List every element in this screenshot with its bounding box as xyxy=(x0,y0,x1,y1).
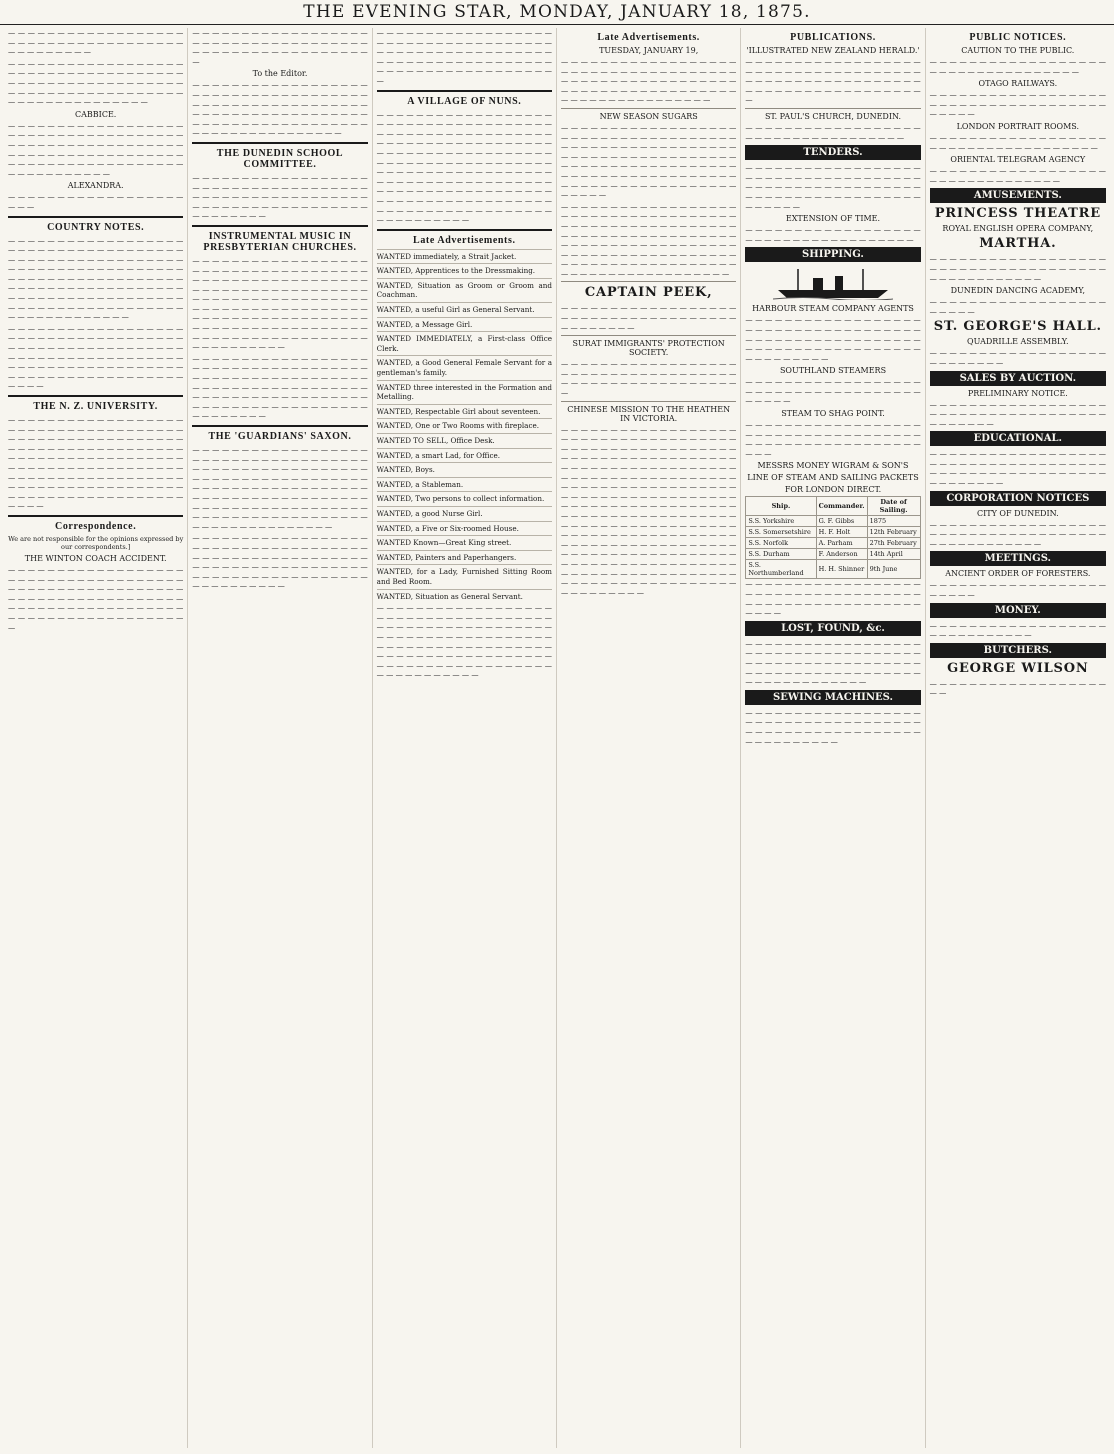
section-heading: HARBOUR STEAM COMPANY AGENTS xyxy=(752,304,914,314)
section-heading: LONDON PORTRAIT ROOMS. xyxy=(956,121,1080,131)
wanted-ad xyxy=(377,535,552,548)
section-heading: THE WINTON COACH ACCIDENT. xyxy=(24,553,167,563)
wanted-ad-text: WANTED, Situation as General Servant. xyxy=(376,591,523,601)
body-text: — — — — — — — — — — — — — — — — — — — — — — — — — — — — — — — — — — — — — — — — — — — — — — — — — — — — — — — — — — — — — — — — — — — — — — — — — — — — — — — — — — — — — — — — — — — — — — — — — — — — xyxy=(192,533,368,591)
wanted-ad-text: WANTED, Apprentices to the Dressmaking. xyxy=(376,266,536,276)
table-row xyxy=(746,516,920,527)
wanted-ad xyxy=(377,278,552,300)
body-text: — — — — — — — — — — — — — — — — — — — — — — — — — — — — — — — — — — — — — — — — — — — — — — — — — — — — — — — — — — — — — — — — — — — — — — — — — — — — — — — — — — — — — — — — — — — — — — — — — — — — — — — — — — — — — — — — — — — — — — — — — — — — — — — — — — — — — — — — — — — — — — — — — — — — — — — — — — — — — xyxy=(8,235,184,322)
body-text: — — — — — — — — — — — — — — — — — — — — — — — — — — — — — — — — — — — — — — — — — xyxy=(929,90,1106,119)
ship-name: S.S. Northumberland xyxy=(746,560,816,579)
sailing-table xyxy=(745,496,920,579)
ship-date: 27th February xyxy=(867,538,920,549)
body-text: — — — — — — — — — — — — — — — — — — — — — — — — — — — — — — — — xyxy=(929,166,1106,185)
table-row xyxy=(746,527,920,538)
section-heading: MARTHA. xyxy=(979,236,1057,252)
divider xyxy=(377,90,552,92)
wanted-ad xyxy=(377,302,552,315)
wanted-ad-text: WANTED TO SELL, Office Desk. xyxy=(376,436,495,445)
wanted-ad xyxy=(377,550,552,563)
divider xyxy=(561,108,736,109)
body-text: — — — — — — — — — — — — — — — — — — — — — xyxy=(8,192,184,211)
wanted-ad xyxy=(377,263,552,276)
section-banner: BUTCHERS. xyxy=(930,643,1106,658)
section-banner: SALES BY AUCTION. xyxy=(930,371,1106,386)
wanted-ad xyxy=(377,355,552,377)
wanted-ad xyxy=(377,317,552,330)
table-row xyxy=(746,538,920,549)
body-text: — — — — — — — — — — — — — — — — — — — — — — — — — — — — — — — — — — — — — — — — — — — — — — — — — — — — — — — — — — — — — — — — — — — — — — — — — — — — — — — — xyxy=(192,172,368,221)
steamship-icon xyxy=(773,266,893,300)
section-heading: To the Editor. xyxy=(252,69,308,79)
ship-commander: H. H. Shinner xyxy=(816,560,867,579)
wanted-ad-text: WANTED Known—Great King street. xyxy=(376,538,512,548)
ship-name: S.S. Yorkshire xyxy=(746,516,816,527)
table-header xyxy=(746,497,920,516)
divider xyxy=(561,281,736,282)
section-banner: AMUSEMENTS. xyxy=(930,188,1106,203)
ship-date: 1875 xyxy=(867,516,920,527)
body-text: — — — — — — — — — — — — — — — — — — — — — — — — — — — — — — — — — — — — — — — — — — — — — — — — — — — — — — — — — — — — — — — — — — — — — — — — — — — — — — — — — — — — — — — — — — — xyxy=(376,28,552,85)
section-heading: CAUTION TO THE PUBLIC. xyxy=(961,46,1075,55)
section-banner: EDUCATIONAL. xyxy=(930,431,1106,446)
section-heading: THE 'GUARDIANS' SAXON. xyxy=(208,431,352,442)
ship-date: 14th April xyxy=(867,549,920,560)
body-text: — — — — — — — — — — — — — — — — — — — — — — — — — — — — — — — — — — — — — — — — — — — — — — — — — — — — — — — xyxy=(560,359,737,398)
ship-name: S.S. Durham xyxy=(746,549,816,560)
wanted-ad xyxy=(377,448,552,461)
section-heading: PUBLIC NOTICES. xyxy=(969,32,1067,43)
body-text: — — — — — — — — — — — — — — — — — — — — — — — — — — — — — — — — — — — — — — — — — — — — — — — — — — — — — — — — — — — — — — — — — — — — — — — — — — — — — — — — — — — — — — — — — — — — — — — — — — — — — — — — — — — — — — — — — — — — — — — — — — — — — — — — — — — — — — — — — — — — — — — — — — — — — — — — — — — — — — — — — — — — — — xyxy=(8,415,184,511)
body-text: — — — — — — — — — — — — — — — — — — — — — — — — — — — — — — — — — — — — — — — — — — — — — — — — — — — — — — — — — — — — — — — — — — — — — — — — — — — — — — — — — — — — — — — — — — — — — — — — — — — — — — — — — — — — — — — — — — — — — — — — — — — — — — — — — — — — — — — — — — — — — — — — — — — — — — — — — — — — — — — — — — — — — — — — — — — — xyxy=(192,255,368,352)
section-heading: LINE OF STEAM AND SAILING PACKETS xyxy=(747,473,919,483)
wanted-ad-text: WANTED, Situation as Groom or Groom and Coachman. xyxy=(376,280,552,300)
section-banner: MONEY. xyxy=(930,603,1106,618)
masthead xyxy=(0,0,1114,25)
section-heading: Correspondence. xyxy=(55,520,137,532)
body-text: — — — — — — — — — — — — — — — — — — — — — — — — — — — — — — — — — — — — — — — — — — — — — — — — — — — — — — — — — — — — — — — — — — — — — — — — — — — — — — — — — — — — — — — — — — — — — — — — — — — — — — — — — — — — — — — — xyxy=(8,323,184,391)
section-heading: ST. GEORGE'S HALL. xyxy=(933,319,1102,335)
section-heading: QUADRILLE ASSEMBLY. xyxy=(967,337,1069,347)
body-text: — — — — — — — — — — — — — — — — — — — — — — — — — — — — — — — — — — — — — — — — — — — — — — — — xyxy=(929,519,1106,548)
wanted-ad-text: WANTED, Boys. xyxy=(376,465,435,475)
divider xyxy=(745,108,920,109)
section-heading: A VILLAGE OF NUNS. xyxy=(407,95,522,107)
section-heading: ROYAL ENGLISH OPERA COMPANY, xyxy=(942,224,1094,234)
wanted-ad xyxy=(377,506,552,519)
body-text: — — — — — — — — — — — — — — — — — — — — — — — — — — — — — — — — — — — — — — — — — — — — — — — — — — — — — — — — — xyxy=(745,420,921,458)
section-heading: FOR LONDON DIRECT. xyxy=(784,485,882,495)
section-heading: EXTENSION OF TIME. xyxy=(785,214,881,224)
section-heading: Late Advertisements. xyxy=(413,234,516,246)
wanted-ad-text: WANTED immediately, a Strait Jacket. xyxy=(376,251,517,261)
section-heading: CABBICE. xyxy=(75,109,117,119)
body-text: — — — — — — — — — — — — — — — — — — — — — — — — — — — — — — — — — — — — xyxy=(929,132,1106,152)
section-heading: CHINESE MISSION TO THE HEATHEN IN VICTORIA. xyxy=(567,404,731,423)
section-heading: ORIENTAL TELEGRAM AGENCY xyxy=(950,155,1086,165)
wanted-ad-text: WANTED, a good Nurse Girl. xyxy=(376,508,483,518)
body-text: — — — — — — — — — — — — — — — — — — — — — — — xyxy=(929,297,1106,316)
divider xyxy=(561,335,736,336)
body-text: — — — — — — — — — — — — — — — — — — — — — — — — — — — — — — — — — — — — — — — — — — — — — — — — — — — — — — — — — — xyxy=(745,579,921,618)
sale-date: TUESDAY, JANUARY 19, xyxy=(599,46,699,55)
section-banner: LOST, FOUND, &c. xyxy=(745,621,920,636)
ship-commander: A. Parham xyxy=(816,538,867,549)
body-text: — — — — — — — — — — — — — — — — — — — — — — — — — — — — — — — — — — — — — — — — — — — — — — — — — — — — — — — — — — — — — — xyxy=(929,449,1106,488)
divider xyxy=(8,216,183,218)
wanted-ad xyxy=(377,404,552,417)
table-head-cell: Commander. xyxy=(816,497,867,516)
body-text: — — — — — — — — — — — — — — — — — — — — — — — — — — — — — — — — — — — — — — — — — — — — — — — — — — — — — — — — — — — — — — — — — — — — — — — — — — — — — — — — — — — — — xyxy=(745,638,921,687)
ship-name: S.S. Norfolk xyxy=(746,538,816,549)
column-2 xyxy=(188,28,372,1448)
divider xyxy=(377,229,552,231)
body-text: — — — — — — — — — — — — — — — — — — — — — — — — — — — — — — — — — — — — — — — — — — — — — — — — — — — — — — — — — — — — — — — — — — — — — — — — — — — — — — — — — — — — — — — xyxy=(8,58,184,107)
section-heading: SURAT IMMIGRANTS' PROTECTION SOCIETY. xyxy=(572,339,725,358)
body-text: — — — — — — — — — — — — — — — — — — — — — — — — — — xyxy=(929,348,1106,367)
divider xyxy=(192,425,367,427)
body-text: — — — — — — — — — — — — — — — — — — — — — — — — — — — — — — — — — — — — — — — — — — — — — — — — — — — — — — — — — — — — — — — — — — — — — — — — — — — — — — — — — — — — — — — — — — — — — — — — — — — — — xyxy=(8,120,184,178)
wanted-ad xyxy=(377,477,552,490)
body-text: — — — — — — — — — — — — — — — — — — — — — — — — — — — — — — — — — — — — xyxy=(745,225,921,244)
body-text: — — — — — — — — — — — — — — — — — — — — — — — — — — — — — — — — — — — — — — — — — — — — — — — — — — — — — — — — — — — — — — — — — — — — — — — — — — — — — — — — — — — — — — — — — — — — — — — — — — — — — — — — — — — — — — — — — — — — — — — — — — — — — — — — — — — — — — — — — — — — — — — — — — — — — — — — — — — — — — — xyxy=(192,445,368,531)
body-text: — — — — — — — — — — — — — — — — — — — — — — — — — — — — — — — — — — xyxy=(929,57,1106,76)
body-text: — — — — — — — — — — — — — — — — — — — — — — — — — — — — — — — — — — — xyxy=(745,122,921,142)
column-3 xyxy=(373,28,557,1448)
wanted-ad-text: WANTED, One or Two Rooms with fireplace. xyxy=(376,421,540,431)
column-5 xyxy=(741,28,925,1448)
divider xyxy=(561,401,736,402)
body-text: — — — — — — — — — — — — — — — — — — — — — — — — — — — — — — — — — — — — — — — — — — — — — — — — — — — — — — — — — — — — — — — — — — — — — — — — — — — — — — — — — — — — — — — — xyxy=(560,57,737,105)
ship-name: S.S. Somersetshire xyxy=(746,527,816,538)
divider xyxy=(192,225,367,227)
body-text: — — — — — — — — — — — — — — — — — — — — — — — — — — — — — xyxy=(929,620,1106,640)
body-text: — — — — — — — — — — — — — — — — — — — — — — — — — — — — — — — — — — — — — — — — — — — — — — — — — — — — — — — — — — — — — — — — — — — — — — — — — — — — — — — — — — — — — — — — — — — — — — — — — — — — — — — — — — — — — — — — — — — — — — — — — — — — — — — — — — — — — — — — — — — — — — — — — — — — — — — — — — — — — — — — — — — — — — — — — — — — — — — — — — — — — — — — — — — — — — — — — — — — — — — — — — — — — — — — xyxy=(376,109,552,225)
divider xyxy=(8,515,183,517)
section-heading: CAPTAIN PEEK, xyxy=(584,285,713,301)
section-heading: SOUTHLAND STEAMERS xyxy=(779,366,887,376)
section-heading: PUBLICATIONS. xyxy=(790,32,876,43)
wanted-ad-text: WANTED, a Good General Female Servant for a gentleman's family. xyxy=(376,358,552,378)
wanted-ad xyxy=(377,418,552,431)
body-text: — — — — — — — — — — — — — — — — — — — — — — — — — — — — — — — — — — — — — — — — — — — — — — — — — — — — — — — — — — — — — — — — — — — — — — — — — — — — — — — — — — — — — — — — — — — — — — — — — — — — — — — — — — — — — — — — — — — — — — — — — — — — — — — — — — — — — — — — — — — — — — — — xyxy=(560,201,737,278)
editor-note: We are not responsible for the opinions expressed by our correspondents.] xyxy=(8,534,184,551)
wanted-ad xyxy=(377,589,552,602)
section-heading: NEW SEASON SUGARS xyxy=(599,111,698,121)
body-text: — — — — — — — — — — — — — — — — — — — — — — — — — — — — — — — — — — — — — — — — — — — — — — — — — — — — — — — — — — — — — — — — — — — — — — — — — — — — — — xyxy=(745,163,921,211)
wanted-ad-text: WANTED, a Five or Six-roomed House. xyxy=(376,523,519,533)
body-text: — — — — — — — — — — — — — — — — — — — — — — — — — — — — — — — — — — — — — — — — — — — — — — — — xyxy=(929,254,1106,283)
wanted-ad xyxy=(377,380,552,402)
section-heading: INSTRUMENTAL MUSIC IN PRESBYTERIAN CHURCHES. xyxy=(203,230,357,253)
ship-commander: G. F. Gibbs xyxy=(816,516,867,527)
section-heading: STEAM TO SHAG POINT. xyxy=(781,409,885,419)
section-heading: DUNEDIN DANCING ACADEMY, xyxy=(950,286,1086,296)
wanted-ad xyxy=(377,491,552,504)
body-text: — — — — — — — — — — — — — — — — — — — — — — — — — — — — — — — — — — — — — — — — — — — — — — — — — — — — — — — — — — — — — — — — — — — — — — — — — — — — — — — — — — — — — — — — — — — — — — — — — — — — — — — — — — — — — — — — — — — — — — — — — — — — — — — — — — — — — — — — — xyxy=(376,603,552,680)
section-heading: PRELIMINARY NOTICE. xyxy=(967,388,1068,398)
body-text: — — — — — — — — — — — — — — — — — — — — — — — xyxy=(929,580,1106,600)
table-row xyxy=(746,560,920,579)
body-text: — — — — — — — — — — — — — — — — — — — — — — — — — — — — — — — — — — — — — — — — — — — — — — — — — — — — — — — — — — — — — — — — — — — — — — — — — — — — — — — — — — — — — — — — — — — — — — — — — — — — — — — — — — xyxy=(192,80,368,138)
wanted-ad-text: WANTED, Two persons to collect information. xyxy=(376,494,545,504)
wanted-ad xyxy=(377,433,552,446)
section-heading: ANCIENT ORDER OF FORESTERS. xyxy=(945,569,1091,579)
body-text: — — — — — — — — — — — — — — — — — — — — — — — — — — — — — — — — — — — — — — — — — — — — xyxy=(560,303,737,332)
wanted-ad-text: WANTED three interested in the Formation and Metalling. xyxy=(376,382,552,402)
section-heading: COUNTRY NOTES. xyxy=(47,221,145,233)
wanted-ad-text: WANTED, a useful Girl as General Servant. xyxy=(376,305,535,315)
divider xyxy=(8,395,183,397)
wanted-ad xyxy=(377,521,552,534)
column-1 xyxy=(4,28,188,1448)
body-text: — — — — — — — — — — — — — — — — — — — — — — — — — — — — — — — — — — — — — — — — — — — — — — — — — — — — — — — xyxy=(192,28,368,66)
section-heading: THE N. Z. UNIVERSITY. xyxy=(33,401,158,412)
ship-commander: F. Anderson xyxy=(816,549,867,560)
section-heading: ST. PAUL'S CHURCH, DUNEDIN. xyxy=(764,111,902,121)
body-text: — — — — — — — — — — — — — — — — — — — — — — — — — — — — — — — — — — — — — — — — — — — — — — — — — — — — — — — — — — — — — — — — — — — — — — — — — — — — — — — — — — — — — — — — — — — — — — — — — — — — — — — — — — — — — — — — — — — — — — — — — — — — — — — — — — — — — — — — — — — — — — — — — — — — — — — — — — — — — — — — — — — — — — — — — — — — — — — — — — — — — — — — — — — — — — — — — — — — — — — — — — — — — — — — — — — — — — — — — — — — — — — — — — — — — — — — — — — — — — — — — — — — — — — — — — — — — — — — — — — — — — — — — — — — — — — — — — — — — — — — — — — — — — — — — — — — — — — — — — — — — — — — — — — — — — — — — — — xyxy=(560,424,737,597)
wanted-ad-text: WANTED, Respectable Girl about seventeen. xyxy=(376,406,541,416)
divider xyxy=(192,142,367,144)
columns xyxy=(4,28,1110,1448)
section-banner: SHIPPING. xyxy=(745,247,920,262)
ship-date: 12th February xyxy=(867,527,920,538)
column-6 xyxy=(926,28,1110,1448)
section-heading: Late Advertisements. xyxy=(597,32,700,43)
column-4 xyxy=(557,28,741,1448)
section-heading: GEORGE WILSON xyxy=(947,660,1089,676)
body-text: — — — — — — — — — — — — — — — — — — — — — — — — — — — — — — — — — — — — — — — — — — — — — — — — — — — — — — — — — — — — — — — — — — — — — — — — — — — — — — — — — — — — — — — — — — — — — — — — — — — — — — — — — — — — — — — — — — — — xyxy=(192,353,368,421)
section-heading: MESSRS MONEY WIGRAM & SON'S xyxy=(757,461,909,471)
table-head-cell: Date of Sailing. xyxy=(867,497,920,516)
ship-commander: H. F. Holt xyxy=(816,527,867,538)
body-text: — — — — — — — — — — — — — — — — — — — — — — — — — — — — — — — — — — — — — — — — — — — — — — — — — — — — — — — — — — — — — — — — — — — — — — — — — — — — — — — — — xyxy=(745,315,921,363)
masthead-title: THE EVENING STAR, MONDAY, JANUARY 18, 1875. xyxy=(303,2,811,22)
section-heading: OTAGO RAILWAYS. xyxy=(978,79,1058,89)
section-heading: PRINCESS THEATRE xyxy=(934,206,1101,222)
section-heading: 'ILLUSTRATED NEW ZEALAND HERALD.' xyxy=(746,46,920,55)
table-head-cell: Ship. xyxy=(746,497,816,516)
body-text: — — — — — — — — — — — — — — — — — — — — — — — — — — — — — — — — — — — — — — — — — xyxy=(745,377,921,406)
wanted-ad-text: WANTED, Painters and Paperhangers. xyxy=(376,552,517,562)
body-text: — — — — — — — — — — — — — — — — — — — — — — — — — — — — — — — — — — — — — — — — — — — — — — — — — — — — — — — — — — — — — — — — xyxy=(745,707,921,746)
wanted-ad xyxy=(377,331,552,353)
wanted-ad-text: WANTED IMMEDIATELY, a First-class Office Clerk. xyxy=(376,334,552,353)
ship-date: 9th June xyxy=(867,560,920,579)
wanted-ad-text: WANTED, a Message Girl. xyxy=(376,319,473,329)
body-text: — — — — — — — — — — — — — — — — — — — — xyxy=(929,678,1106,698)
section-heading: THE DUNEDIN SCHOOL COMMITTEE. xyxy=(216,147,344,170)
wanted-ad-text: WANTED, a smart Lad, for Office. xyxy=(376,450,501,460)
body-text: — — — — — — — — — — — — — — — — — — — — — — — — — — — — — — — — — — — — — — — — — — — — — xyxy=(8,28,184,57)
section-heading: ALEXANDRA. xyxy=(67,181,124,191)
section-banner: TENDERS. xyxy=(745,145,920,160)
section-banner: CORPORATION NOTICES xyxy=(930,491,1106,506)
wanted-ad-text: WANTED, for a Lady, Furnished Sitting Room and Bed Room. xyxy=(376,567,552,586)
wanted-ad xyxy=(377,249,552,262)
body-text: — — — — — — — — — — — — — — — — — — — — — — — — — — — — — — — — — — — — — — — — — — — — — — — — — — — — — — — — — — — — — — — — — — — — — — — — — — — — — — — — — — — — — — — — — — — — — — — — — — — — — — — — — — — — — xyxy=(8,564,184,632)
wanted-ad xyxy=(377,462,552,475)
table-row xyxy=(746,549,920,560)
section-banner: SEWING MACHINES. xyxy=(745,690,920,705)
wanted-ad-text: WANTED, a Stableman. xyxy=(376,479,464,489)
body-text: — — — — — — — — — — — — — — — — — — — — — — — — — — — — — — — — — — — — — — — — — — — — — — — — — — — — — — — — — — — — — — — — — — — — — — — — — xyxy=(745,57,921,105)
section-banner: MEETINGS. xyxy=(930,551,1106,566)
body-text: — — — — — — — — — — — — — — — — — — — — — — — — — — — — — — — — — — — — — — — — — — — — — — — — — — — — — — — — — — — — — — — — — — — — — — — — — — — — — — — — — — — — — — — — — — — — — — — — — — — — — — — — — — — — — — — — — — — — — — — — — — — — — — — — — — — xyxy=(560,122,737,200)
body-text: — — — — — — — — — — — — — — — — — — — — — — — — — — — — — — — — — — — — — — — — — — — xyxy=(929,399,1106,428)
wanted-ad xyxy=(377,564,552,586)
section-heading: CITY OF DUNEDIN. xyxy=(976,508,1059,518)
